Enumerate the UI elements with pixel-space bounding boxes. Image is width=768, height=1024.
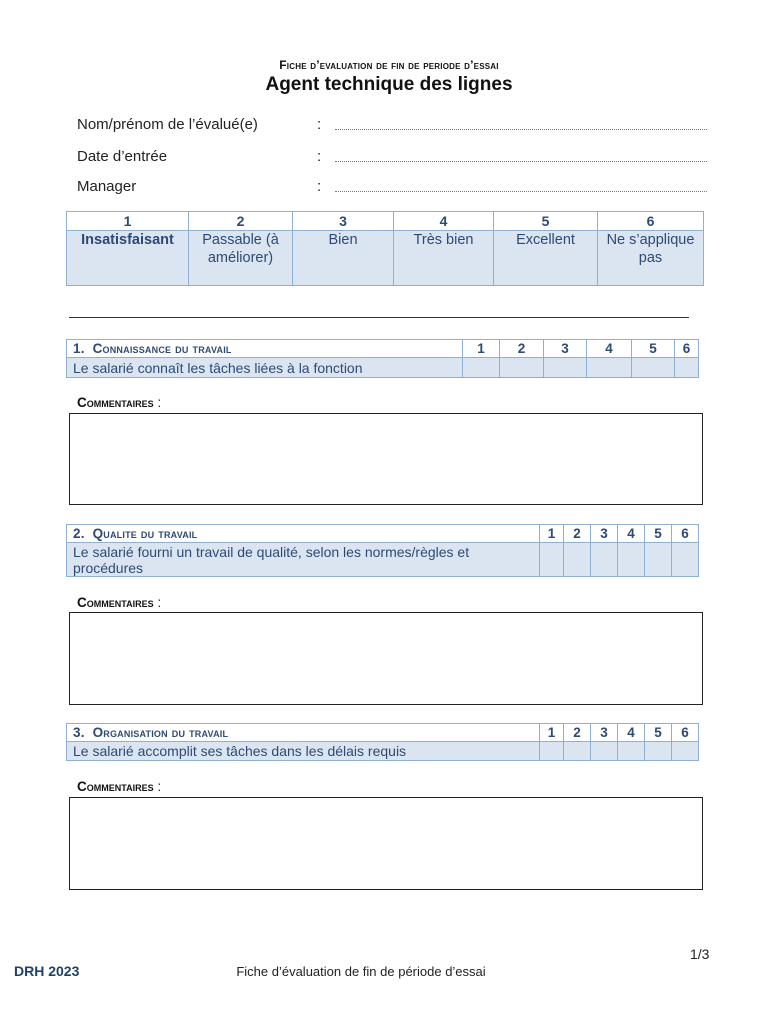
criterion-description: Le salarié connaît les tâches liées à la fonction	[67, 358, 463, 378]
score-cell[interactable]	[591, 742, 618, 761]
comments-label-text: Commentaires	[77, 595, 154, 610]
score-header: 1	[540, 525, 564, 543]
section-divider	[69, 317, 689, 318]
criterion-title: Qualite du travail	[92, 526, 198, 541]
document-supertitle: Fiche d’evaluation de fin de periode d’essai	[279, 58, 499, 72]
score-header: 1	[540, 724, 564, 742]
field-entry-date	[77, 148, 707, 170]
comments-box[interactable]	[69, 612, 703, 705]
comments-colon: :	[157, 779, 162, 794]
score-header: 6	[675, 340, 699, 358]
score-header: 6	[672, 724, 699, 742]
scale-label: Ne s’applique pas	[598, 231, 704, 286]
score-cell[interactable]	[540, 742, 564, 761]
field-manager	[77, 178, 707, 200]
scale-number: 5	[494, 212, 598, 231]
scale-number: 1	[67, 212, 189, 231]
field-label: Date d’entrée	[77, 148, 168, 165]
criterion-number: 2.	[73, 526, 85, 541]
score-header: 5	[645, 724, 672, 742]
criterion-title: Connaissance du travail	[92, 341, 232, 356]
criterion-title-cell	[67, 724, 540, 742]
scale-number: 4	[394, 212, 494, 231]
score-header: 3	[544, 340, 587, 358]
comments-label-text: Commentaires	[77, 395, 154, 410]
criterion-title: Organisation du travail	[92, 725, 229, 740]
score-header: 1	[463, 340, 500, 358]
field-colon: :	[317, 116, 322, 133]
footer-brand: DRH 2023	[14, 963, 80, 979]
criterion-description: Le salarié fourni un travail de qualité, selon les normes/règles et procédures	[67, 543, 540, 577]
score-cell[interactable]	[564, 543, 591, 577]
comments-colon: :	[157, 595, 162, 610]
score-cell[interactable]	[672, 742, 699, 761]
score-header: 2	[564, 724, 591, 742]
score-cell[interactable]	[675, 358, 699, 378]
score-cell[interactable]	[618, 543, 645, 577]
score-cell[interactable]	[645, 543, 672, 577]
field-label: Manager	[77, 178, 137, 195]
comments-label	[77, 779, 161, 794]
score-cell[interactable]	[500, 358, 544, 378]
scale-label: Très bien	[394, 231, 494, 286]
score-cell[interactable]	[672, 543, 699, 577]
score-header: 3	[591, 724, 618, 742]
criterion-table	[66, 723, 699, 761]
scale-label: Passable (à améliorer)	[189, 231, 293, 286]
score-cell[interactable]	[587, 358, 632, 378]
criterion-title-cell	[67, 525, 540, 543]
score-header: 2	[500, 340, 544, 358]
score-header: 5	[632, 340, 675, 358]
criterion-table	[66, 339, 699, 378]
score-cell[interactable]	[564, 742, 591, 761]
comments-label	[77, 595, 161, 610]
criterion-title-cell	[67, 340, 463, 358]
field-fill-line[interactable]	[335, 161, 707, 162]
rating-scale-table	[66, 211, 704, 286]
score-cell[interactable]	[632, 358, 675, 378]
score-cell[interactable]	[540, 543, 564, 577]
criterion-table	[66, 524, 699, 577]
score-cell[interactable]	[618, 742, 645, 761]
score-cell[interactable]	[645, 742, 672, 761]
comments-colon: :	[157, 395, 162, 410]
comments-label-text: Commentaires	[77, 779, 154, 794]
scale-number: 6	[598, 212, 704, 231]
score-header: 5	[645, 525, 672, 543]
field-label: Nom/prénom de l’évalué(e)	[77, 116, 258, 133]
document-title: Agent technique des lignes	[265, 74, 513, 95]
criterion-number: 1.	[73, 341, 85, 356]
criterion-description: Le salarié accomplit ses tâches dans les délais requis	[67, 742, 540, 761]
criterion-number: 3.	[73, 725, 85, 740]
comments-box[interactable]	[69, 797, 703, 890]
scale-label: Excellent	[494, 231, 598, 286]
score-header: 3	[591, 525, 618, 543]
score-header: 4	[587, 340, 632, 358]
field-colon: :	[317, 178, 322, 195]
field-colon: :	[317, 148, 322, 165]
score-header: 2	[564, 525, 591, 543]
field-evaluee-name	[77, 116, 707, 138]
score-header: 4	[618, 724, 645, 742]
footer-title: Fiche d’évaluation de fin de période d’essai	[236, 964, 486, 979]
score-cell[interactable]	[463, 358, 500, 378]
score-cell[interactable]	[591, 543, 618, 577]
scale-number: 2	[189, 212, 293, 231]
comments-label	[77, 395, 161, 410]
scale-label: Insatisfaisant	[67, 231, 189, 286]
scale-number: 3	[293, 212, 394, 231]
page-number: 1/3	[690, 946, 710, 962]
score-cell[interactable]	[544, 358, 587, 378]
field-fill-line[interactable]	[335, 129, 707, 130]
score-header: 6	[672, 525, 699, 543]
field-fill-line[interactable]	[335, 191, 707, 192]
score-header: 4	[618, 525, 645, 543]
scale-label: Bien	[293, 231, 394, 286]
comments-box[interactable]	[69, 413, 703, 505]
